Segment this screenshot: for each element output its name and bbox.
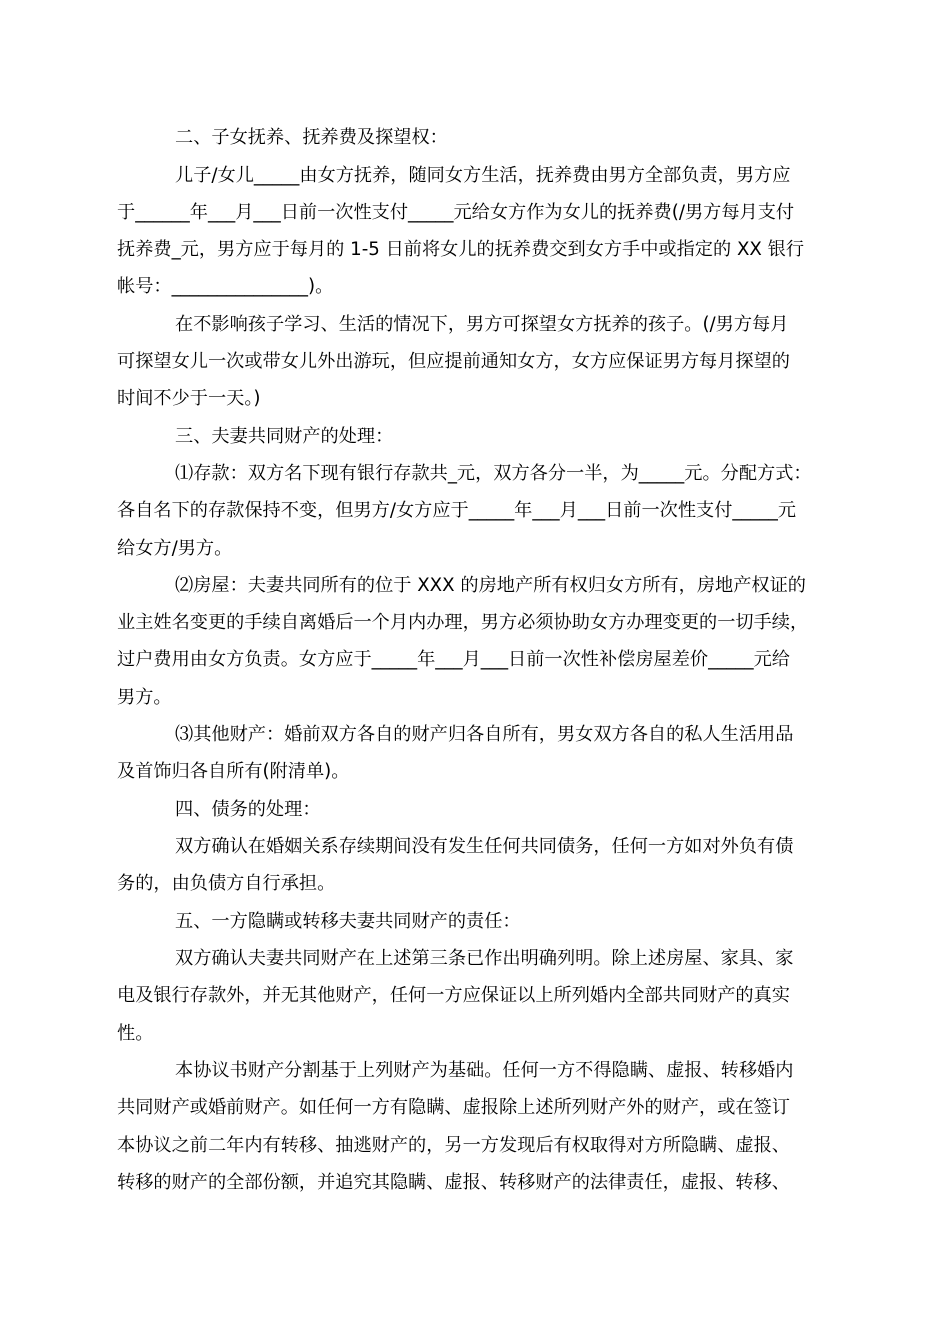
text-line: 于______年___月___日前一次性支付_____元给女方作为女儿的抚养费(/男方每月支付 (117, 202, 795, 223)
text-line: 本协议书财产分割基于上列财产为基础。任何一方不得隐瞒、虚报、转移婚内 (175, 1060, 794, 1081)
text-line: 电及银行存款外，并无其他财产，任何一方应保证以上所列婚内全部共同财产的真实 (117, 985, 790, 1006)
text-line: 给女方/男方。 (117, 538, 233, 559)
text-line: 本协议之前二年内有转移、抽逃财产的，另一方发现后有权取得对方所隐瞒、虚报、 (117, 1135, 790, 1156)
text-line: 儿子/女儿_____由女方抚养，随同女方生活，抚养费由男方全部负责，男方应 (175, 165, 791, 186)
text-line: 转移的财产的全部份额，并追究其隐瞒、虚报、转移财产的法律责任，虚报、转移、 (117, 1172, 790, 1193)
text-line: 务的，由负债方自行承担。 (117, 873, 336, 894)
text-line: 在不影响孩子学习、生活的情况下，男方可探望女方抚养的孩子。(/男方每月 (175, 314, 789, 335)
text-line: 双方确认在婚姻关系存续期间没有发生任何共同债务，任何一方如对外负有债 (175, 836, 794, 857)
section-heading: 三、夫妻共同财产的处理： (175, 426, 394, 447)
text-line: 抚养费_元，男方应于每月的 1-5 日前将女儿的抚养费交到女方手中或指定的 XX 银行 (117, 239, 805, 260)
text-line: 共同财产或婚前财产。如任何一方有隐瞒、虚报除上述所列财产外的财产，或在签订 (117, 1097, 790, 1118)
text-line: 及首饰归各自所有(附清单)。 (117, 761, 350, 782)
section-heading: 五、一方隐瞒或转移夫妻共同财产的责任： (175, 911, 521, 932)
section-heading: 四、债务的处理： (175, 799, 321, 820)
text-line: 双方确认夫妻共同财产在上述第三条已作出明确列明。除上述房屋、家具、家 (175, 948, 794, 969)
text-line: 可探望女儿一次或带女儿外出游玩，但应提前通知女方，女方应保证男方每月探望的 (117, 351, 790, 372)
text-line: 业主姓名变更的手续自离婚后一个月内办理，男方必须协助女方办理变更的一切手续， (117, 612, 809, 633)
text-line: 各自名下的存款保持不变，但男方/女方应于_____年___月___日前一次性支付_____元 (117, 500, 797, 521)
text-line: 时间不少于一天。) (117, 388, 261, 409)
text-line: 性。 (117, 1023, 154, 1044)
text-line: 男方。 (117, 687, 172, 708)
text-line: 帐号：_______________)。 (117, 276, 334, 297)
text-line: ⑵房屋：夫妻共同所有的位于 XXX 的房地产所有权归女方所有，房地产权证的 (175, 575, 806, 596)
text-line: ⑴存款：双方名下现有银行存款共_元，双方各分一半，为_____元。分配方式： (175, 463, 812, 484)
text-line: 过户费用由女方负责。女方应于_____年___月___日前一次性补偿房屋差价_____元给 (117, 649, 790, 670)
text-line: ⑶其他财产：婚前双方各自的财产归各自所有，男女双方各自的私人生活用品 (175, 724, 794, 745)
section-heading: 二、子女抚养、抚养费及探望权： (175, 127, 448, 148)
